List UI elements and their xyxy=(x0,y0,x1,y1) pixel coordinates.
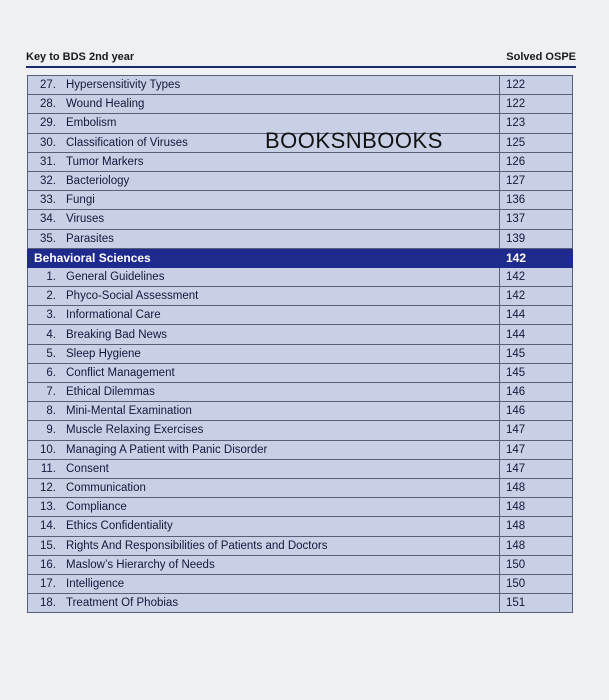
entry-title: Rights And Responsibilities of Patients and Doctors xyxy=(66,536,500,555)
entry-page-number: 122 xyxy=(500,76,573,95)
entry-title: Classification of Viruses xyxy=(66,133,500,152)
entry-page-number: 150 xyxy=(500,574,573,593)
entry-page-number: 146 xyxy=(500,402,573,421)
entry-number: 29. xyxy=(28,114,67,133)
entry-title: Tumor Markers xyxy=(66,152,500,171)
section-page-number: 142 xyxy=(500,248,573,267)
section-title: Behavioral Sciences xyxy=(28,248,500,267)
book-subtitle: Solved OSPE xyxy=(506,51,576,63)
watermark-text: BOOKSNBOOKS xyxy=(265,128,443,153)
entry-page-number: 142 xyxy=(500,287,573,306)
entry-title: Managing A Patient with Panic Disorder xyxy=(66,440,500,459)
book-title: Key to BDS 2nd year xyxy=(26,51,135,63)
toc-row xyxy=(28,478,573,497)
entry-page-number: 150 xyxy=(500,555,573,574)
entry-title: Parasites xyxy=(66,229,500,248)
entry-page-number: 146 xyxy=(500,383,573,402)
toc-row xyxy=(28,152,573,171)
entry-title: Embolism xyxy=(66,114,500,133)
entry-number: 11. xyxy=(28,459,67,478)
toc-row xyxy=(28,267,573,286)
entry-page-number: 147 xyxy=(500,440,573,459)
toc-row xyxy=(28,459,573,478)
entry-title: Wound Healing xyxy=(66,95,500,114)
toc-row xyxy=(28,95,573,114)
entry-title: Mini-Mental Examination xyxy=(66,402,500,421)
entry-number: 31. xyxy=(28,152,67,171)
entry-number: 33. xyxy=(28,191,67,210)
entry-number: 18. xyxy=(28,594,67,613)
entry-number: 9. xyxy=(28,421,67,440)
entry-number: 12. xyxy=(28,478,67,497)
toc-row xyxy=(28,210,573,229)
entry-number: 2. xyxy=(28,287,67,306)
entry-title: Ethical Dilemmas xyxy=(66,383,500,402)
entry-title: Phyco-Social Assessment xyxy=(66,287,500,306)
section-header-row xyxy=(28,248,573,267)
entry-page-number: 123 xyxy=(500,114,573,133)
toc-row xyxy=(28,344,573,363)
entry-page-number: 122 xyxy=(500,95,573,114)
entry-number: 16. xyxy=(28,555,67,574)
entry-page-number: 137 xyxy=(500,210,573,229)
toc-row xyxy=(28,402,573,421)
toc-row xyxy=(28,171,573,190)
entry-title: Maslow’s Hierarchy of Needs xyxy=(66,555,500,574)
entry-title: General Guidelines xyxy=(66,267,500,286)
entry-title: Viruses xyxy=(66,210,500,229)
entry-number: 13. xyxy=(28,498,67,517)
entry-page-number: 148 xyxy=(500,517,573,536)
toc-row xyxy=(28,440,573,459)
entry-number: 27. xyxy=(28,76,67,95)
entry-page-number: 127 xyxy=(500,171,573,190)
entry-number: 14. xyxy=(28,517,67,536)
entry-page-number: 144 xyxy=(500,325,573,344)
toc-row xyxy=(28,191,573,210)
page-header xyxy=(26,48,576,68)
entry-page-number: 151 xyxy=(500,594,573,613)
entry-page-number: 144 xyxy=(500,306,573,325)
entry-number: 10. xyxy=(28,440,67,459)
entry-page-number: 136 xyxy=(500,191,573,210)
entry-page-number: 148 xyxy=(500,478,573,497)
entry-title: Consent xyxy=(66,459,500,478)
entry-page-number: 148 xyxy=(500,498,573,517)
entry-title: Conflict Management xyxy=(66,363,500,382)
entry-title: Hypersensitivity Types xyxy=(66,76,500,95)
entry-number: 34. xyxy=(28,210,67,229)
table-of-contents xyxy=(27,75,573,613)
toc-row xyxy=(28,363,573,382)
entry-title: Treatment Of Phobias xyxy=(66,594,500,613)
entry-page-number: 147 xyxy=(500,459,573,478)
toc-row xyxy=(28,306,573,325)
toc-row xyxy=(28,325,573,344)
entry-page-number: 145 xyxy=(500,363,573,382)
entry-number: 5. xyxy=(28,344,67,363)
entry-title: Breaking Bad News xyxy=(66,325,500,344)
entry-title: Communication xyxy=(66,478,500,497)
entry-page-number: 145 xyxy=(500,344,573,363)
toc-row xyxy=(28,594,573,613)
entry-number: 3. xyxy=(28,306,67,325)
entry-number: 4. xyxy=(28,325,67,344)
entry-number: 8. xyxy=(28,402,67,421)
entry-page-number: 148 xyxy=(500,536,573,555)
toc-row xyxy=(28,76,573,95)
entry-page-number: 147 xyxy=(500,421,573,440)
entry-number: 6. xyxy=(28,363,67,382)
toc-row xyxy=(28,383,573,402)
entry-number: 7. xyxy=(28,383,67,402)
entry-page-number: 139 xyxy=(500,229,573,248)
entry-title: Ethics Confidentiality xyxy=(66,517,500,536)
entry-number: 15. xyxy=(28,536,67,555)
toc-row xyxy=(28,498,573,517)
entry-number: 17. xyxy=(28,574,67,593)
toc-row xyxy=(28,574,573,593)
toc-row xyxy=(28,287,573,306)
entry-number: 28. xyxy=(28,95,67,114)
toc-row xyxy=(28,555,573,574)
entry-page-number: 125 xyxy=(500,133,573,152)
entry-number: 1. xyxy=(28,267,67,286)
entry-title: Compliance xyxy=(66,498,500,517)
entry-number: 30. xyxy=(28,133,67,152)
entry-title: Informational Care xyxy=(66,306,500,325)
entry-title: Intelligence xyxy=(66,574,500,593)
toc-row xyxy=(28,229,573,248)
entry-number: 32. xyxy=(28,171,67,190)
toc-row xyxy=(28,421,573,440)
entry-title: Sleep Hygiene xyxy=(66,344,500,363)
entry-page-number: 142 xyxy=(500,267,573,286)
entry-title: Bacteriology xyxy=(66,171,500,190)
toc-row xyxy=(28,536,573,555)
entry-number: 35. xyxy=(28,229,67,248)
entry-title: Muscle Relaxing Exercises xyxy=(66,421,500,440)
entry-page-number: 126 xyxy=(500,152,573,171)
entry-title: Fungi xyxy=(66,191,500,210)
toc-row xyxy=(28,517,573,536)
